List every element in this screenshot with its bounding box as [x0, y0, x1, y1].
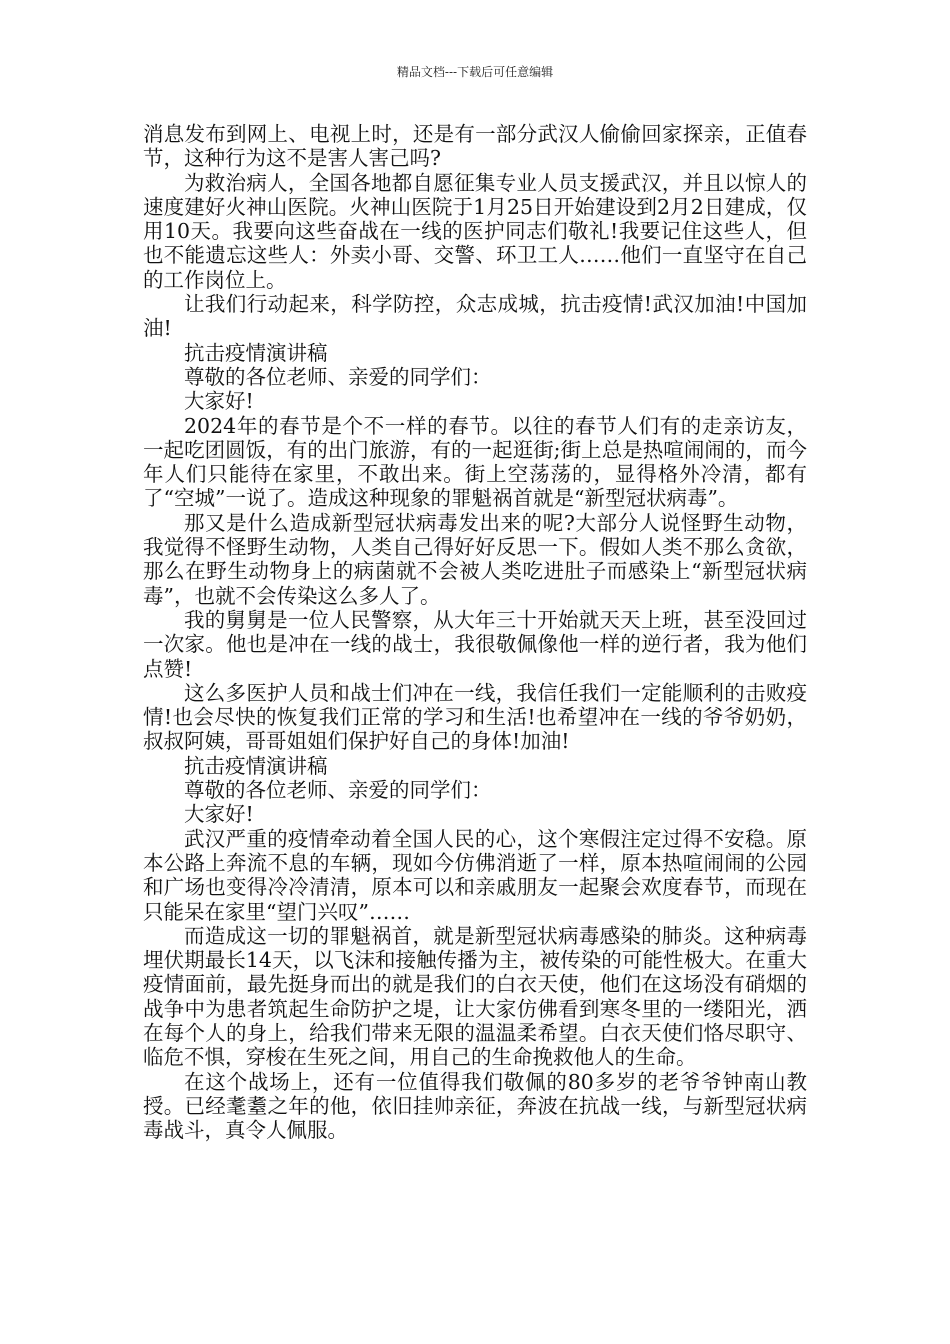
paragraph: 为救治病人，全国各地都自愿征集专业人员支援武汉，并且以惊人的速度建好火神山医院。火神山医院于1月25日开始建设到2月2日建成，仅用10天。我要向这些奋战在一线的医护同志们敬礼!我要记住这些人，但也不能遗忘这些人：外卖小哥、交警、环卫工人……他们一直坚守在自己的工作岗位上。 — [143, 170, 807, 292]
greeting: 大家好! — [184, 802, 254, 827]
salutation: 尊敬的各位老师、亲爱的同学们： — [184, 778, 492, 803]
greeting: 大家好! — [184, 389, 254, 414]
paragraph: 我的舅舅是一位人民警察，从大年三十开始就天天上班，甚至没回过一次家。他也是冲在一线的战士，我很敬佩像他一样的逆行者，我为他们点赞! — [143, 607, 807, 681]
speech-title: 抗击疫情演讲稿 — [184, 340, 328, 365]
paragraph: 那又是什么造成新型冠状病毒发出来的呢?大部分人说怪野生动物，我觉得不怪野生动物，人类自己得好好反思一下。假如人类不那么贪欲，那么在野生动物身上的病菌就不会被人类吃进肚子而感染上“新型冠状病毒”，也就不会传染这么多人了。 — [143, 510, 807, 608]
paragraph: 武汉严重的疫情牵动着全国人民的心，这个寒假注定过得不安稳。原本公路上奔流不息的车辆，现如今仿佛消逝了一样，原本热喧闹闹的公园和广场也变得冷冷清清，原本可以和亲戚朋友一起聚会欢度春节，而现在只能呆在家里“望门兴叹”…… — [143, 826, 807, 924]
paragraph: 这么多医护人员和战士们冲在一线，我信任我们一定能顺利的击败疫情!也会尽快的恢复我们正常的学习和生活!也希望冲在一线的爷爷奶奶，叔叔阿姨，哥哥姐姐们保护好自己的身体!加油! — [143, 680, 807, 754]
paragraph: 在这个战场上，还有一位值得我们敬佩的80多岁的老爷爷钟南山教授。已经耄耋之年的他，依旧挂帅亲征，奔波在抗战一线，与新型冠状病毒战斗，真令人佩服。 — [143, 1069, 807, 1143]
paragraph: 2024年的春节是个不一样的春节。以往的春节人们有的走亲访友，一起吃团圆饭，有的出门旅游，有的一起逛街;街上总是热喧闹闹的，而今年人们只能待在家里，不敢出来。街上空荡荡的，显得格外冷清，都有了“空城”一说了。造成这种现象的罪魁祸首就是“新型冠状病毒”。 — [143, 413, 807, 511]
paragraph: 而造成这一切的罪魁祸首，就是新型冠状病毒感染的肺炎。这种病毒埋伏期最长14天，以飞沫和接触传播为主，被传染的可能性极大。在重大疫情面前，最先挺身而出的就是我们的白衣天使，他们在这场没有硝烟的战争中为患者筑起生命防护之堤，让大家仿佛看到寒冬里的一缕阳光，洒在每个人的身上，给我们带来无限的温温柔希望。白衣天使们恪尽职守、临危不惧，穿梭在生死之间，用自己的生命挽救他人的生命。 — [143, 923, 807, 1070]
paragraph: 让我们行动起来，科学防控，众志成城，抗击疫情!武汉加油!中国加油! — [143, 292, 807, 341]
salutation: 尊敬的各位老师、亲爱的同学们： — [184, 364, 492, 389]
document-body — [143, 122, 807, 1142]
page-header: 精品文档---下载后可任意编辑 — [396, 65, 554, 79]
paragraph: 消息发布到网上、电视上时，还是有一部分武汉人偷偷回家探亲，正值春节，这种行为这不是害人害己吗? — [143, 122, 807, 171]
speech-title: 抗击疫情演讲稿 — [184, 753, 328, 778]
